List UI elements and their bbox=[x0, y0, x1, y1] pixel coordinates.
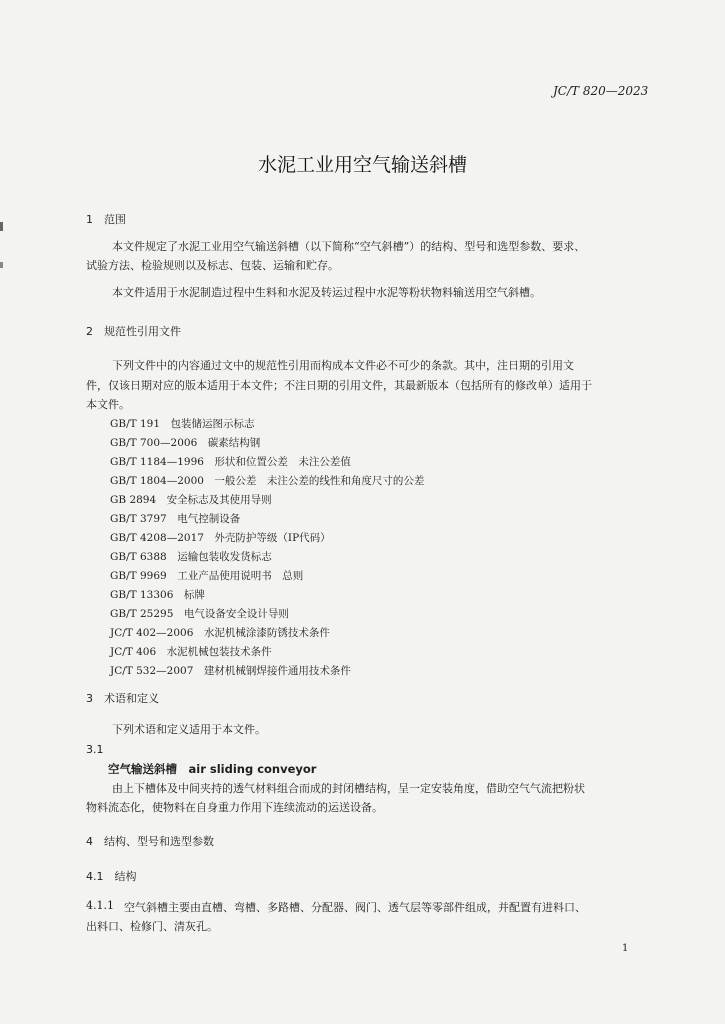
reference-item: GB/T 6388 运输包装收发货标志 bbox=[110, 551, 272, 563]
subsection-heading: 4.1 结构 bbox=[86, 870, 137, 883]
references-intro-line-2: 件，仅该日期对应的版本适用于本文件；不注日期的引用文件，其最新版本（包括所有的修改单）适用于 bbox=[86, 379, 592, 392]
term-title: 空气输送斜槽 air sliding conveyor bbox=[108, 762, 317, 776]
clause-line-1: 空气斜槽主要由直槽、弯槽、多路槽、分配器、阀门、透气层等零部件组成，并配置有进料口、 bbox=[124, 901, 586, 914]
reference-item: GB/T 4208—2017 外壳防护等级（IP代码） bbox=[110, 532, 331, 544]
reference-item: GB/T 9969 工业产品使用说明书 总则 bbox=[110, 570, 304, 582]
term-definition-line-2: 物料流态化，使物料在自身重力作用下连续流动的运送设备。 bbox=[86, 801, 383, 814]
scope-para-2: 本文件适用于水泥制造过程中生料和水泥及转运过程中水泥等粉状物料输送用空气斜槽。 bbox=[112, 286, 541, 299]
clause-line-2: 出料口、检修门、清灰孔。 bbox=[86, 920, 218, 933]
reference-item: GB/T 3797 电气控制设备 bbox=[110, 513, 241, 525]
scope-para-1-line-1: 本文件规定了水泥工业用空气输送斜槽（以下简称“空气斜槽”）的结构、型号和选型参数、要求、 bbox=[112, 240, 586, 253]
term-number: 3.1 bbox=[86, 743, 104, 756]
reference-item: GB 2894 安全标志及其使用导则 bbox=[110, 494, 272, 506]
references-intro-line-3: 本文件。 bbox=[86, 398, 130, 411]
reference-item: GB/T 191 包装储运图示标志 bbox=[110, 418, 255, 430]
standard-code: JC/T 820—2023 bbox=[553, 84, 649, 98]
reference-item: GB/T 1804—2000 一般公差 未注公差的线性和角度尺寸的公差 bbox=[110, 475, 425, 487]
reference-item: JC/T 406 水泥机械包装技术条件 bbox=[110, 646, 272, 658]
reference-item: GB/T 700—2006 碳素结构钢 bbox=[110, 437, 261, 449]
reference-item: JC/T 532—2007 建材机械钢焊接件通用技术条件 bbox=[110, 665, 351, 677]
section-4-heading: 4 结构、型号和选型参数 bbox=[86, 835, 214, 848]
reference-item: GB/T 1184—1996 形状和位置公差 未注公差值 bbox=[110, 456, 351, 468]
reference-item: GB/T 25295 电气设备安全设计导则 bbox=[110, 608, 289, 620]
margin-mark bbox=[0, 262, 3, 268]
scope-para-1-line-2: 试验方法、检验规则以及标志、包装、运输和贮存。 bbox=[86, 259, 339, 272]
section-1-heading: 1 范围 bbox=[86, 213, 126, 226]
section-2-heading: 2 规范性引用文件 bbox=[86, 325, 181, 338]
margin-mark bbox=[0, 222, 3, 231]
clause-number: 4.1.1 bbox=[86, 899, 114, 912]
document-title: 水泥工业用空气输送斜槽 bbox=[257, 154, 467, 176]
reference-item: JC/T 402—2006 水泥机械涂漆防锈技术条件 bbox=[110, 627, 330, 639]
reference-item: GB/T 13306 标牌 bbox=[110, 589, 205, 601]
section-3-heading: 3 术语和定义 bbox=[86, 692, 159, 705]
term-definition-line-1: 由上下槽体及中间夹持的透气材料组合而成的封闭槽结构，呈一定安装角度，借助空气气流把粉状 bbox=[112, 782, 585, 795]
page-number: 1 bbox=[622, 943, 629, 954]
references-intro-line-1: 下列文件中的内容通过文中的规范性引用而构成本文件必不可少的条款。其中，注日期的引用文 bbox=[112, 359, 574, 372]
terms-intro: 下列术语和定义适用于本文件。 bbox=[112, 723, 266, 736]
